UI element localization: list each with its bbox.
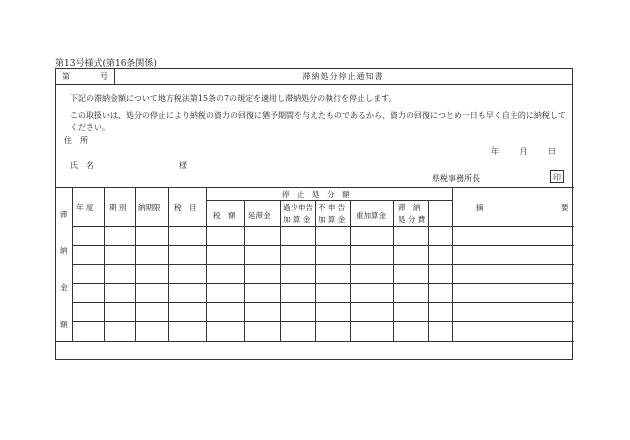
date-day: 日: [548, 147, 556, 156]
delinquency-table: [56, 69, 574, 361]
col-header-due-date: 納期限: [138, 203, 161, 212]
form-number-label: 第13号様式(第16条関係): [55, 59, 157, 69]
col-header-disposition-cost-2: 処 分 費: [398, 215, 426, 224]
issuer-office: 県税事務所長: [432, 174, 480, 183]
col-header-underreport-2: 加 算 金: [283, 215, 311, 224]
col-header-remarks-2: 要: [561, 203, 569, 212]
document-title: 滞納処分停止通知書: [302, 72, 384, 81]
notice-paragraph-1: 下記の滞納金額について地方税法第15条の7の規定を適用し滞納処分の執行を停止します。: [70, 94, 397, 103]
col-header-remarks-1: 摘: [476, 203, 484, 212]
col-header-underreport-1: 過少申告: [283, 203, 313, 212]
notice-paragraph-2: この取扱いは、処分の停止により納税の資力の回復に猶予期間を与えたものであるから、資力の回復につとめ一日も早く自主的に納税してください。: [70, 111, 566, 132]
notice-form: [55, 68, 573, 360]
col-header-period: 期 別: [109, 203, 127, 212]
address-label: 住 所: [64, 136, 88, 145]
side-label-2: 納: [60, 246, 68, 255]
col-header-tax-item: 税 目: [174, 203, 197, 212]
date-month: 月: [519, 147, 528, 156]
col-group-suspended-amount: 停 止 処 分 額: [282, 190, 350, 199]
col-header-tax-amount: 税 額: [213, 211, 236, 220]
honorific: 様: [179, 161, 187, 170]
number-suffix: 号: [100, 72, 108, 81]
side-label-3: 金: [60, 283, 68, 292]
col-header-nonfiling-2: 加 算 金: [318, 215, 346, 224]
date-year: 年: [490, 147, 499, 156]
col-header-late-fee: 延滞金: [248, 211, 271, 220]
side-label-4: 額: [60, 320, 68, 329]
name-label: 氏 名: [70, 161, 94, 170]
seal-box: 印: [550, 170, 564, 183]
number-prefix: 第: [62, 72, 70, 81]
col-header-nonfiling-1: 不 申 告: [318, 203, 346, 212]
side-label-1: 滞: [60, 210, 68, 219]
col-header-fiscal-year: 年 度: [76, 203, 94, 212]
col-header-disposition-cost-1: 滞 納: [398, 203, 421, 212]
col-header-heavy-penalty: 重加算金: [356, 211, 386, 220]
